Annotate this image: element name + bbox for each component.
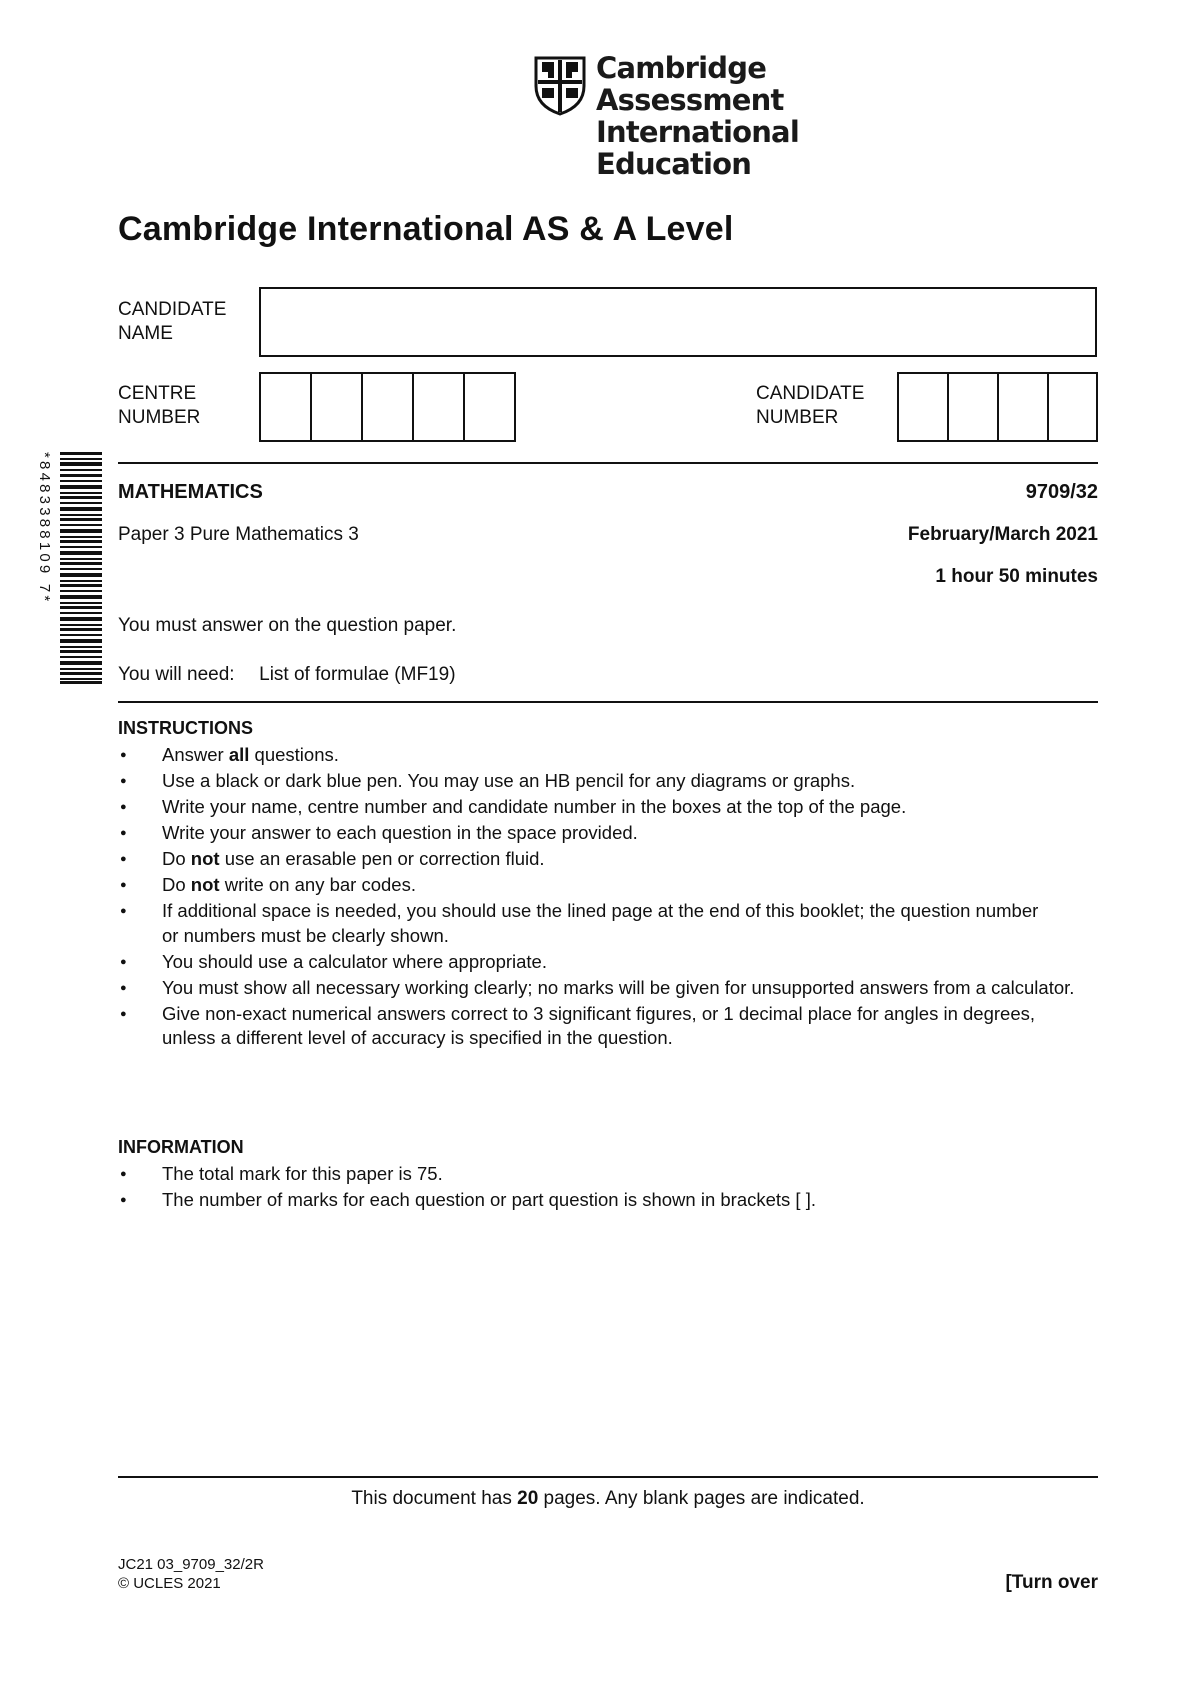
instructions-list bbox=[118, 743, 1098, 1051]
document-reference: JC21 03_9709_32/2R bbox=[118, 1556, 264, 1573]
list-item: ● Write your answer to each question in the space provided. bbox=[118, 821, 1098, 846]
cambridge-logo bbox=[534, 51, 934, 181]
paper-code: 9709/32 bbox=[1025, 481, 1098, 503]
subject: MATHEMATICS bbox=[118, 481, 263, 503]
label-line: NUMBER bbox=[756, 407, 839, 428]
list-item: ● Do not write on any bar codes. bbox=[118, 873, 1098, 898]
list-item: ● Use a black or dark blue pen. You may use an HB pencil for any diagrams or graphs. bbox=[118, 769, 1098, 794]
page-count: 20 bbox=[517, 1488, 539, 1509]
page-title: Cambridge International AS & A Level bbox=[118, 210, 734, 248]
candidate-number-label bbox=[756, 382, 864, 430]
list-item: ● Write your name, centre number and candidate number in the boxes at the top of the page. bbox=[118, 795, 1098, 820]
you-will-need bbox=[118, 663, 456, 687]
list-item: ● The number of marks for each question or part question is shown in brackets [ ]. bbox=[118, 1188, 1098, 1213]
label-line: CANDIDATE bbox=[118, 299, 227, 320]
paper-name: Paper 3 Pure Mathematics 3 bbox=[118, 524, 359, 545]
barcode bbox=[60, 452, 102, 684]
paper-duration: 1 hour 50 minutes bbox=[935, 566, 1098, 587]
copyright: © UCLES 2021 bbox=[118, 1575, 221, 1592]
footer-ref bbox=[118, 1555, 264, 1593]
logo-line2: International Education bbox=[596, 115, 799, 181]
crest-icon bbox=[534, 56, 586, 116]
must-answer-text: You must answer on the question paper. bbox=[118, 615, 457, 636]
list-item: ● You should use a calculator where appropriate. bbox=[118, 950, 1098, 975]
turn-over: [Turn over bbox=[1005, 1572, 1098, 1593]
list-item: ● Do not use an erasable pen or correction fluid. bbox=[118, 847, 1098, 872]
centre-number-cell-divider bbox=[361, 374, 363, 440]
centre-number-label bbox=[118, 382, 200, 430]
information-heading: INFORMATION bbox=[118, 1137, 244, 1157]
divider bbox=[118, 701, 1098, 703]
candidate-name-field[interactable] bbox=[259, 287, 1097, 357]
barcode-digits bbox=[34, 452, 56, 684]
candidate-name-label bbox=[118, 298, 226, 346]
paper-session: February/March 2021 bbox=[907, 524, 1098, 545]
page-count-note: This document has 20 pages. Any blank pages are indicated. bbox=[351, 1488, 865, 1509]
label-line: CANDIDATE bbox=[756, 383, 865, 404]
centre-number-cell-divider bbox=[463, 374, 465, 440]
list-item: ● You must show all necessary working clearly; no marks will be given for unsupported answers from a calculator. bbox=[118, 976, 1098, 1001]
label-line: NAME bbox=[118, 323, 173, 344]
instructions-section bbox=[118, 718, 1098, 1052]
divider bbox=[118, 462, 1098, 464]
centre-number-field[interactable] bbox=[259, 372, 516, 442]
logo-line1: Cambridge Assessment bbox=[596, 51, 784, 117]
barcode-digits-text: *8483388109 7* bbox=[36, 452, 53, 605]
label-line: NUMBER bbox=[118, 407, 201, 428]
label-line: CENTRE bbox=[118, 383, 197, 404]
need-item: List of formulae (MF19) bbox=[259, 664, 456, 685]
candidate-number-cell-divider bbox=[997, 374, 999, 440]
list-item: ● The total mark for this paper is 75. bbox=[118, 1162, 1098, 1187]
candidate-number-field[interactable] bbox=[897, 372, 1098, 442]
logo-text bbox=[596, 52, 934, 180]
list-item: ● Answer all questions. bbox=[118, 743, 1098, 768]
need-label: You will need: bbox=[118, 664, 235, 685]
centre-number-cell-divider bbox=[310, 374, 312, 440]
centre-number-cell-divider bbox=[412, 374, 414, 440]
divider bbox=[118, 1476, 1098, 1478]
instructions-heading: INSTRUCTIONS bbox=[118, 718, 253, 738]
information-list bbox=[118, 1162, 1098, 1213]
information-section bbox=[118, 1137, 1098, 1214]
candidate-number-cell-divider bbox=[947, 374, 949, 440]
list-item: ● Give non-exact numerical answers correct to 3 significant figures, or 1 decimal place for angles in degrees, unless a different level of accuracy is specified in the question. bbox=[118, 1002, 1098, 1051]
list-item: ● If additional space is needed, you should use the lined page at the end of this booklet; the question number or numbers must be clearly shown. bbox=[118, 899, 1098, 948]
candidate-number-cell-divider bbox=[1047, 374, 1049, 440]
